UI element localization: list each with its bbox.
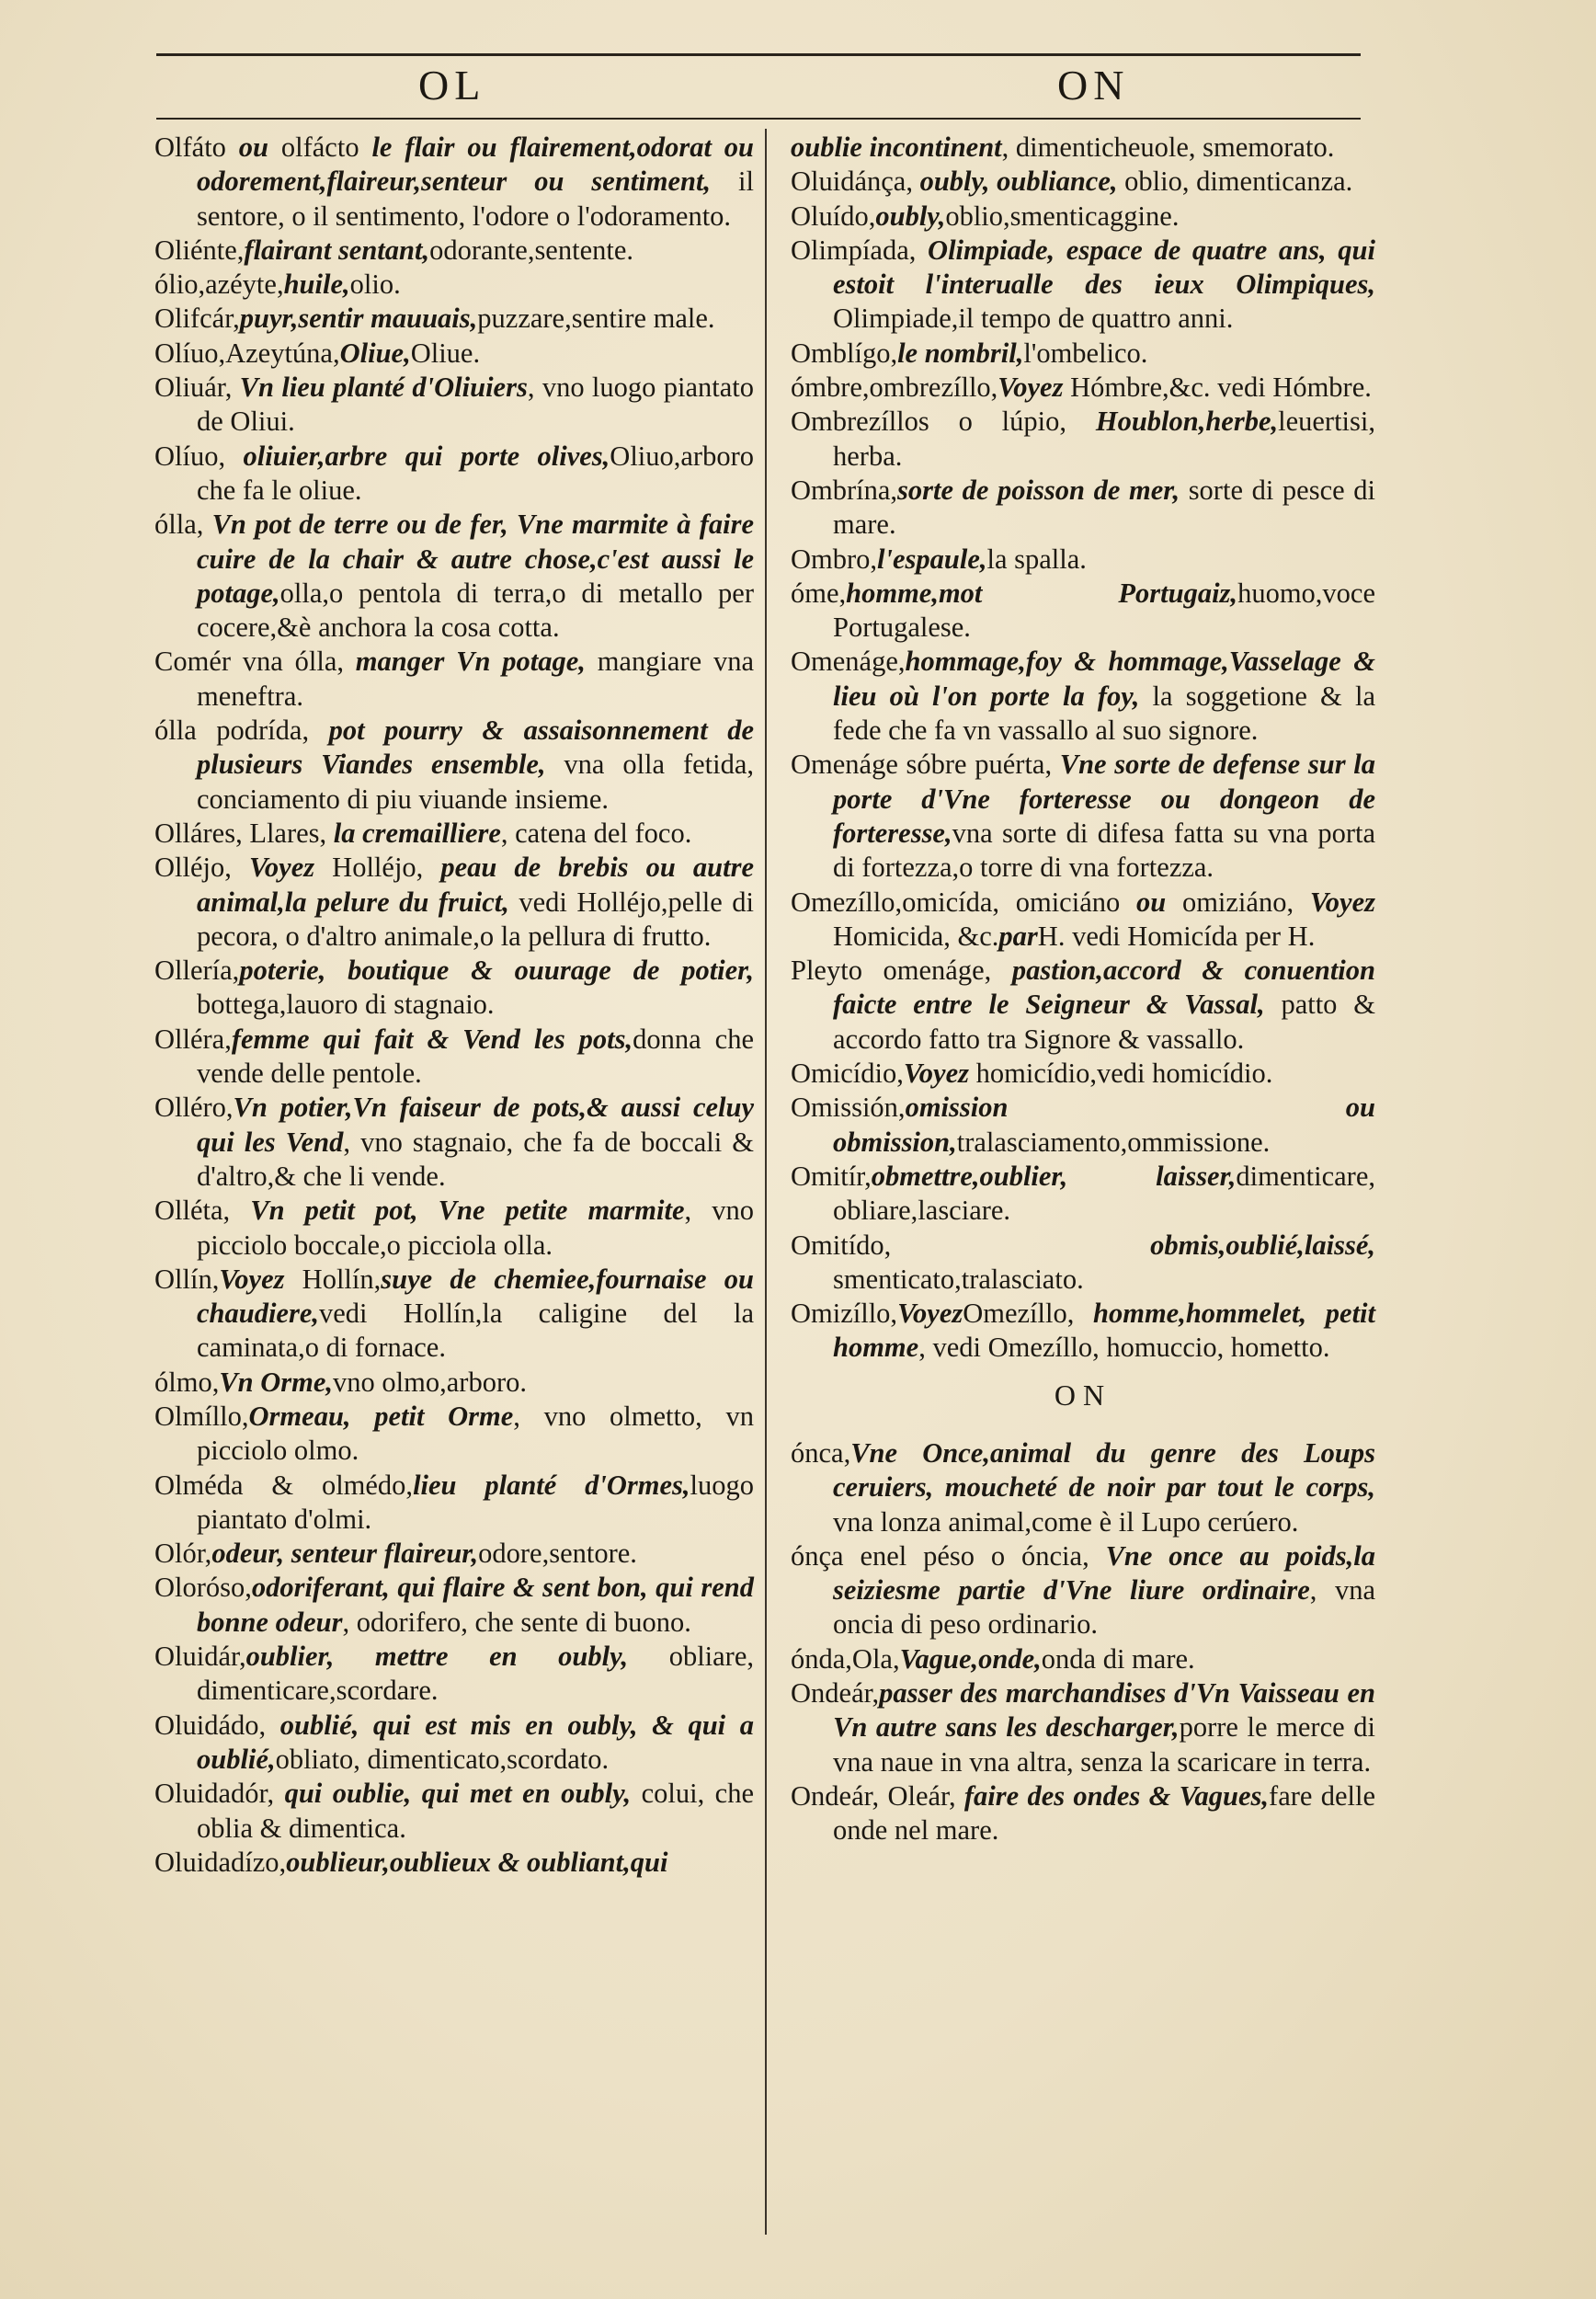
entry-text: Olíuo,Azeytúna,	[154, 337, 340, 369]
entry-text: Omizíllo,	[791, 1298, 898, 1330]
dictionary-entry	[154, 1777, 754, 1846]
entry-text: ólio,azéyte,	[154, 269, 284, 301]
dictionary-entry	[791, 1642, 1375, 1676]
dictionary-entry	[154, 1640, 754, 1709]
dictionary-entry	[791, 645, 1375, 748]
french-gloss: Voyez	[248, 852, 315, 884]
entry-text: Olláres, Llares,	[154, 817, 334, 849]
entry-text: Olléta,	[154, 1195, 251, 1227]
french-gloss: Vne once au poids,la seiziesme partie d'Vne liure ordinaire	[833, 1539, 1375, 1607]
top-rule	[156, 53, 1361, 56]
french-gloss: poterie, boutique & ouurage de potier,	[239, 955, 754, 987]
entry-text: tralasciamento,ommissione.	[956, 1126, 1271, 1158]
dictionary-entry	[154, 440, 754, 509]
french-gloss: odeur, senteur flaireur,	[211, 1538, 479, 1570]
dictionary-entry	[154, 1091, 754, 1194]
entry-text: Olifcár,	[154, 303, 240, 335]
entry-text: ólla podrída,	[154, 715, 329, 747]
french-gloss: femme qui fait & Vend les pots,	[231, 1023, 633, 1055]
french-gloss: peau de brebis ou autre animal,la pelure du fruict,	[197, 852, 754, 918]
french-gloss: le nombril,	[897, 337, 1024, 369]
french-gloss: par	[998, 920, 1038, 952]
french-gloss: Voyez	[998, 372, 1064, 404]
dictionary-entry	[791, 131, 1375, 165]
french-gloss: Vne Once,animal du genre des Loups ceruiers, moucheté de noir par tout le corps,	[833, 1436, 1375, 1504]
french-gloss: Oliue,	[339, 337, 411, 369]
entry-text: Omitír,	[791, 1160, 872, 1192]
dictionary-entry	[154, 817, 754, 851]
dictionary-entry	[791, 200, 1375, 234]
entry-text: homicídio,vedi homicídio.	[969, 1058, 1273, 1090]
french-gloss: lieu planté d'Ormes,	[413, 1469, 690, 1501]
entry-text: patto & accordo fatto tra Signore & vassallo.	[833, 989, 1375, 1055]
entry-text: sorte di pesce di mare.	[833, 474, 1375, 541]
dictionary-entry	[791, 371, 1375, 405]
dictionary-entry	[154, 508, 754, 645]
entry-text: Hómbre,&c. vedi Hómbre.	[1063, 372, 1372, 404]
entry-text: bottega,lauoro di stagnaio.	[197, 989, 495, 1021]
french-gloss: puyr,sentir mauuais,	[239, 303, 478, 335]
left-column	[154, 131, 754, 1880]
entry-text: Oloróso,	[154, 1572, 252, 1604]
entry-text: Ondeár,	[791, 1677, 880, 1710]
entry-text: oblio,smenticaggine.	[945, 200, 1180, 232]
french-gloss: Voyez	[897, 1298, 963, 1330]
entry-text: olfácto	[268, 132, 372, 163]
dictionary-entry	[791, 1091, 1375, 1160]
dictionary-entry	[154, 131, 754, 234]
entry-text: Ondeár, Oleár,	[791, 1779, 964, 1812]
french-gloss: ou	[1135, 886, 1167, 918]
french-gloss: obmis,oublié,laissé,	[1150, 1229, 1375, 1261]
french-gloss: Vn potier,Vn faiseur de pots,& aussi celuy qui les Vend	[197, 1092, 754, 1158]
entry-text: vedi Hollín,la caligine del la caminata,o di fornace.	[197, 1298, 754, 1364]
right-column	[791, 131, 1375, 1848]
entry-text: Omenáge,	[791, 646, 906, 678]
entry-text: Omenáge sóbre puérta,	[791, 749, 1060, 781]
entry-text: vedi Holléjo,pelle di pecora, o d'altro animale,o la pellura di frutto.	[197, 886, 754, 952]
entry-text: oblio, dimenticanza.	[1117, 166, 1353, 198]
dictionary-entry	[791, 748, 1375, 885]
french-gloss: Vn Orme,	[219, 1366, 334, 1398]
dictionary-entry	[791, 954, 1375, 1057]
entry-text: Oluidár,	[154, 1641, 246, 1673]
french-gloss: Houblon,herbe,	[1095, 406, 1279, 438]
entry-text: Oliuo,arboro che fa le oliue.	[197, 440, 754, 506]
french-gloss: Vne sorte de defense sur la porte d'Vne forteresse ou dongeon de forteresse,	[833, 749, 1375, 849]
french-gloss: Vague,onde,	[899, 1642, 1042, 1675]
entry-text: vna lonza animal,come è il Lupo cerúero.	[833, 1505, 1299, 1538]
french-gloss: huile,	[283, 269, 350, 301]
french-gloss: la cremailliere	[333, 817, 501, 849]
entry-text: puzzare,sentire male.	[477, 303, 715, 335]
dictionary-entry	[154, 1846, 754, 1880]
dictionary-entry	[154, 234, 754, 268]
entry-text: il sentore, o il sentimento, l'odore o l'odoramento.	[197, 166, 754, 232]
entry-text: ólmo,	[154, 1366, 220, 1398]
entry-text: smenticato,tralasciato.	[833, 1263, 1084, 1295]
entry-text: , dimenticheuole, smemorato.	[1001, 132, 1335, 163]
french-gloss: omission ou obmission,	[833, 1092, 1375, 1158]
entry-text: , vna oncia di peso ordinario.	[833, 1574, 1375, 1641]
entry-text: Comér vna ólla,	[154, 646, 356, 678]
french-gloss: oublier, mettre en oubly,	[245, 1641, 629, 1673]
entry-text: ólla,	[154, 509, 212, 541]
dictionary-entry	[154, 1709, 754, 1778]
entry-text: la spalla.	[986, 543, 1087, 575]
entry-text: fare delle onde nel mare.	[833, 1779, 1375, 1847]
dictionary-entry	[791, 1057, 1375, 1091]
dictionary-entry	[154, 714, 754, 817]
entry-text: Omezíllo,	[963, 1298, 1094, 1330]
section-heading: ON	[1054, 1378, 1112, 1412]
entry-text: Omblígo,	[791, 337, 898, 369]
entry-text: ónca,	[791, 1436, 851, 1469]
entry-text: Oliénte,	[154, 234, 245, 266]
dictionary-entry	[791, 577, 1375, 646]
entry-text: Pleyto omenáge,	[791, 955, 1012, 987]
entry-text: obliare, dimenticare,scordare.	[197, 1641, 754, 1707]
dictionary-entry	[791, 1779, 1375, 1848]
entry-text: mangiare vna meneftra.	[197, 646, 754, 712]
entry-text: Olimpíada,	[791, 234, 929, 266]
dictionary-entry	[154, 954, 754, 1023]
dictionary-entry	[154, 268, 754, 302]
french-gloss: oubly, oubliance,	[919, 166, 1118, 198]
entry-text: porre le merce di vna naue in vna altra, senza la scaricare in terra.	[833, 1711, 1375, 1778]
dictionary-entry	[791, 1297, 1375, 1366]
dictionary-entry	[154, 1366, 754, 1400]
entry-text: Olór,	[154, 1538, 212, 1570]
entry-text: Olméda & olmédo,	[154, 1469, 414, 1501]
french-gloss: Vn lieu planté d'Oliuiers	[239, 372, 528, 404]
dictionary-entry	[154, 1571, 754, 1640]
entry-text: ónda,Ola,	[791, 1642, 900, 1675]
french-gloss: flairant sentant,	[244, 234, 430, 266]
dictionary-entry	[791, 1160, 1375, 1229]
french-gloss: qui oublie, qui met en oubly,	[284, 1778, 632, 1810]
entry-text: Ollería,	[154, 955, 240, 987]
dictionary-entry	[791, 543, 1375, 577]
entry-text: l'ombelico.	[1023, 337, 1148, 369]
entry-text: donna che vende delle pentole.	[197, 1023, 754, 1090]
entry-text: H. vedi Homicída per H.	[1037, 920, 1316, 952]
entry-text: onda di mare.	[1041, 1642, 1195, 1675]
french-gloss: passer des marchandises d'Vn Vaisseau en Vn autre sans les descharger,	[833, 1677, 1375, 1744]
french-gloss: oublié, qui est mis en oubly, & qui a oublié,	[197, 1709, 754, 1775]
french-gloss: hommage,foy & hommage,Vasselage & lieu où l'on porte la foy,	[833, 646, 1375, 712]
entry-text: , vno olmetto, vn picciolo olmo.	[197, 1400, 754, 1467]
french-gloss: faire des ondes & Vagues,	[963, 1779, 1270, 1812]
entry-text: Olléro,	[154, 1092, 234, 1124]
french-gloss: obmettre,oublier, laisser,	[871, 1160, 1237, 1192]
entry-text: Oluidadízo,	[154, 1846, 287, 1878]
dictionary-entry	[791, 337, 1375, 371]
entry-text: Olléjo,	[154, 852, 249, 884]
dictionary-entry	[791, 405, 1375, 474]
french-gloss: oubly,	[875, 200, 946, 232]
entry-text: , vno stagnaio, che fa de boccali & d'altro,& che li vende.	[197, 1126, 754, 1192]
dictionary-entry	[154, 1469, 754, 1538]
dictionary-entry	[791, 234, 1375, 337]
entry-text: óme,	[791, 577, 847, 609]
column-divider	[765, 129, 767, 2235]
dictionary-entry	[791, 1229, 1375, 1298]
french-gloss: suye de chemiee,fournaise ou chaudiere,	[197, 1263, 754, 1330]
entry-text: Oluidadór,	[154, 1778, 285, 1810]
french-gloss: manger Vn potage,	[355, 646, 586, 678]
entry-text: luogo piantato d'olmi.	[197, 1469, 754, 1535]
french-gloss: Voyez	[1309, 886, 1375, 918]
dictionary-entry	[154, 645, 754, 714]
entry-text: , vedi Omezíllo, homuccio, hometto.	[918, 1332, 1330, 1364]
dictionary-entry	[154, 1400, 754, 1469]
dictionary-entry	[154, 337, 754, 371]
entry-text: Omissión,	[791, 1092, 906, 1124]
entry-text: Oliuár,	[154, 372, 240, 404]
dictionary-entry	[154, 851, 754, 954]
entry-text: ónça enel péso o óncia,	[791, 1539, 1106, 1572]
entry-text: colui, che oblia & dimentica.	[197, 1778, 755, 1844]
french-gloss: le flair ou flairement,odorat ou odorement,flaireur,senteur ou sentiment,	[197, 132, 754, 198]
entry-text: vna sorte di difesa fatta su vna porta di fortezza,o torre di vna fortezza.	[833, 817, 1375, 884]
entry-text: Ombro,	[791, 543, 878, 575]
dictionary-entry	[791, 1436, 1375, 1539]
dictionary-entry	[791, 165, 1375, 199]
dictionary-entry	[154, 1263, 754, 1366]
french-gloss: homme,mot Portugaiz,	[846, 577, 1238, 609]
dictionary-entry	[791, 474, 1375, 543]
french-gloss: Olimpiade, espace de quatre ans, qui estoit l'interualle des ieux Olimpiques,	[833, 234, 1375, 301]
entry-text: Omezíllo,omicída, omiciáno	[791, 886, 1136, 918]
french-gloss: ou	[238, 132, 269, 163]
entry-text: , odorifero, che sente di buono.	[342, 1606, 691, 1638]
french-gloss: Ormeau, petit Orme	[248, 1400, 514, 1432]
entry-text: Ombrína,	[791, 474, 898, 506]
entry-text: odorante,sentente.	[429, 234, 633, 266]
french-gloss: oublie incontinent	[791, 132, 1002, 163]
entry-text: , vno picciolo boccale,o picciola olla.	[197, 1195, 754, 1261]
dictionary-entry	[791, 1539, 1375, 1642]
french-gloss: oublieur,oublieux & oubliant,qui	[286, 1846, 668, 1878]
french-gloss: oliuier,arbre qui porte olives,	[243, 440, 610, 472]
entry-text: Ombrezíllos o lúpio,	[791, 406, 1096, 438]
french-gloss: sorte de poisson de mer,	[897, 474, 1180, 506]
entry-text: Hollín,	[284, 1263, 382, 1295]
french-gloss: l'espaule,	[877, 543, 987, 575]
entry-text: omiziáno,	[1166, 886, 1310, 918]
entry-text: Olíuo,	[154, 440, 244, 472]
entry-text: dimenticare, obliare,lasciare.	[833, 1160, 1375, 1227]
entry-text: ómbre,ombrezíllo,	[791, 372, 998, 404]
entry-text: Omitído,	[791, 1229, 1151, 1261]
entry-text: Oliue.	[410, 337, 481, 369]
header-rule	[156, 118, 1361, 120]
entry-text: Oluído,	[791, 200, 876, 232]
dictionary-entry	[154, 1537, 754, 1571]
entry-text: vno olmo,arboro.	[333, 1366, 527, 1398]
entry-text: huomo,voce Portugalese.	[833, 577, 1375, 644]
entry-text: , vno luogo piantato de Oliui.	[197, 372, 754, 438]
running-head-right: ON	[1057, 62, 1130, 109]
entry-text: Olléra,	[154, 1023, 232, 1055]
entry-text: la soggetione & la fede che fa vn vassallo al suo signore.	[833, 680, 1375, 747]
french-gloss: odoriferant, qui flaire & sent bon, qui rend bonne odeur	[197, 1572, 754, 1638]
entry-text: Olfáto	[154, 132, 239, 163]
entry-text: Oluidádo,	[154, 1709, 280, 1741]
entry-text: olla,o pentola di terra,o di metallo per cocere,&è anchora la cosa cotta.	[197, 577, 754, 644]
entry-text: olio.	[349, 269, 401, 301]
entry-text: leuertisi, herba.	[833, 406, 1375, 472]
entry-text: Olimpiade,il tempo de quattro anni.	[833, 303, 1234, 335]
french-gloss: Voyez	[903, 1058, 970, 1090]
dictionary-entry	[791, 886, 1375, 955]
entry-text: Olmíllo,	[154, 1400, 249, 1432]
french-gloss: pot pourry & assaisonnement de plusieurs Viandes ensemble,	[197, 715, 755, 781]
dictionary-entry	[791, 1676, 1375, 1779]
entry-text: Oluidánça,	[791, 166, 920, 198]
french-gloss: homme,hommelet, petit homme	[833, 1298, 1376, 1364]
entry-text: Holléjo,	[314, 852, 441, 884]
french-gloss: Vn petit pot, Vne petite marmite	[250, 1195, 685, 1227]
entry-text: Homicida, &c.	[833, 920, 999, 952]
running-head-left: OL	[418, 62, 486, 109]
entry-text: , catena del foco.	[500, 817, 692, 849]
french-gloss: Voyez	[219, 1263, 285, 1295]
entry-text: vna olla fetida, conciamento di piu viuande insieme.	[197, 749, 754, 815]
entry-text: odore,sentore.	[478, 1538, 637, 1570]
dictionary-entry	[154, 1023, 754, 1092]
dictionary-entry	[154, 1194, 754, 1263]
entry-text: Omicídio,	[791, 1058, 904, 1090]
entry-text: Ollín,	[154, 1263, 220, 1295]
dictionary-entry	[154, 302, 754, 336]
french-gloss: Vn pot de terre ou de fer, Vne marmite à faire cuire de la chair & autre chose,c'est aussi le potage,	[197, 509, 754, 609]
french-gloss: pastion,accord & conuention faicte entre le Seigneur & Vassal,	[833, 955, 1375, 1021]
dictionary-entry	[154, 371, 754, 440]
entry-text: obliato, dimenticato,scordato.	[275, 1743, 610, 1775]
